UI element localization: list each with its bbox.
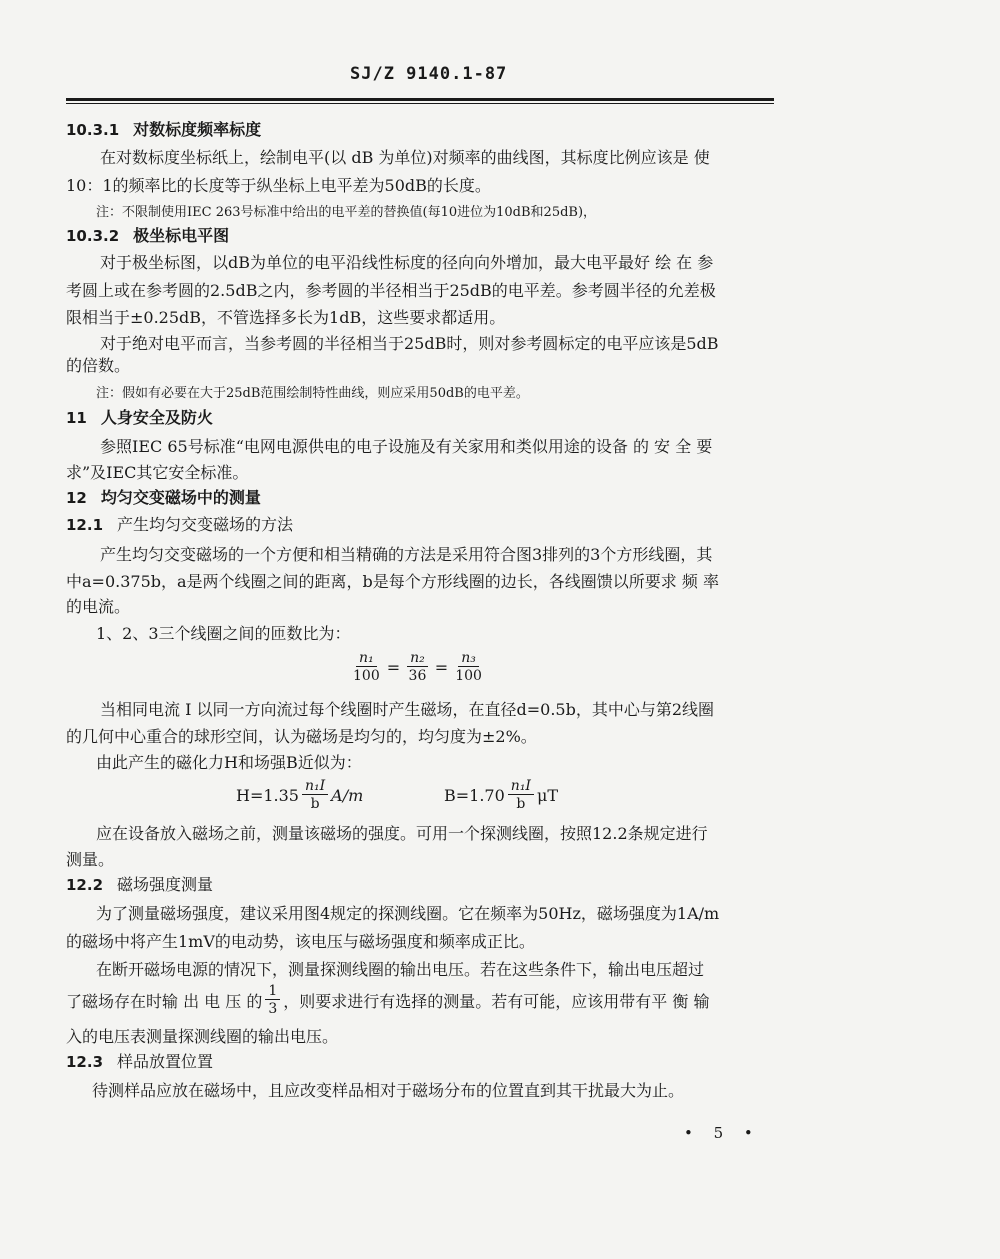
fraction: $\frac{\text{n₁}}{100}$ xyxy=(353,650,380,684)
section-11-heading xyxy=(66,408,213,428)
paragraph-line: 由此产生的磁化力H和场强B近似为： xyxy=(96,753,362,772)
paragraph-line: 入的电压表测量探测线圈的输出电压。 xyxy=(66,1027,339,1046)
turns-ratio-formula xyxy=(350,650,485,684)
section-number: 11 xyxy=(66,409,87,427)
paragraph-line: 考圆上或在参考圆的2.5dB之内，参考圆的半径相当于25dB的电平差。参考圆半径的允差极 xyxy=(66,281,716,300)
section-number: 12.1 xyxy=(66,516,104,534)
paragraph-line: 参照IEC 65号标准“电网电源供电的电子设施及有关家用和类似用途的设备 的 安 全 要 xyxy=(100,437,713,456)
section-number: 12.2 xyxy=(66,876,104,894)
paragraph-line: 1、2、3三个线圈之间的匝数比为： xyxy=(96,624,351,643)
fraction: $\frac{1}{3}$ xyxy=(265,983,280,1017)
paragraph-line: 在对数标度坐标纸上，绘制电平(以 dB 为单位)对频率的曲线图，其标度比例应该是 使 xyxy=(100,148,710,167)
section-12-heading xyxy=(66,488,261,508)
header-rule xyxy=(66,98,774,101)
page-number: • 5 • xyxy=(684,1124,761,1142)
paragraph-line: 为了测量磁场强度，建议采用图4规定的探测线圈。它在频率为50Hz，磁场强度为1A/m xyxy=(96,904,720,923)
paragraph-line: 的几何中心重合的球形空间，认为磁场是均匀的，均匀度为±2%。 xyxy=(66,727,537,746)
section-number: 12.3 xyxy=(66,1053,104,1071)
section-title: 对数标度频率标度 xyxy=(133,120,262,139)
section-number: 12 xyxy=(66,489,87,507)
paragraph-line: 求”及IEC其它安全标准。 xyxy=(66,463,249,482)
paragraph-line-with-fraction: 了磁场存在时输 出 电 压 的 $\frac{1}{3}$ ，则要求进行有选择的测量。若有可能，应该用带有平 衡 输 xyxy=(66,983,710,1017)
note-line: 注：假如有必要在大于25dB范围绘制特性曲线，则应采用50dB的电平差。 xyxy=(96,386,529,401)
paragraph-line: 的磁场中将产生1mV的电动势，该电压与磁场强度和频率成正比。 xyxy=(66,932,535,951)
fraction: $\frac{\text{n₂}}{36}$ xyxy=(408,650,427,684)
paragraph-line: 产生均匀交变磁场的一个方便和相当精确的方法是采用符合图3排列的3个方形线圈，其 xyxy=(100,545,713,564)
section-title: 磁场强度测量 xyxy=(117,875,214,894)
section-title: 极坐标电平图 xyxy=(133,226,230,245)
paragraph-line: 的电流。 xyxy=(66,597,131,616)
section-number: 10.3.1 xyxy=(66,121,120,139)
section-number: 10.3.2 xyxy=(66,227,120,245)
section-12-2-heading xyxy=(66,875,213,895)
paragraph-line: 限相当于±0.25dB，不管选择多长为1dB，这些要求都适用。 xyxy=(66,308,506,327)
paragraph-line: 对于极坐标图，以dB为单位的电平沿线性标度的径向向外增加，最大电平最好 绘 在 参 xyxy=(100,253,714,272)
equals-sign: = xyxy=(386,657,401,677)
section-12-1-heading xyxy=(66,515,293,535)
paragraph-line: 10：1的频率比的长度等于纵坐标上电平差为50dB的长度。 xyxy=(66,176,491,195)
section-10-3-2-heading xyxy=(66,226,229,246)
fraction: $\frac{\text{n₃}}{100}$ xyxy=(455,650,482,684)
equals-sign: = xyxy=(434,657,449,677)
section-title: 样品放置位置 xyxy=(117,1052,214,1071)
paragraph-line: 的倍数。 xyxy=(66,356,131,375)
paragraph-line: 待测样品应放在磁场中，且应改变样品相对于磁场分布的位置直到其干扰最大为止。 xyxy=(92,1081,685,1100)
paragraph-line: 当相同电流 I 以同一方向流过每个线圈时产生磁场，在直径d=0.5b，其中心与第2线圈 xyxy=(100,700,715,719)
formula-h: H=1.35 $\frac{\text{n₁I}}{b}$ A/m xyxy=(236,778,364,812)
fraction: $\frac{\text{n₁I}}{b}$ xyxy=(302,778,328,812)
section-title: 人身安全及防火 xyxy=(100,408,213,427)
formula-b: B=1.70 $\frac{\text{n₁I}}{b}$ μT xyxy=(444,778,559,812)
section-10-3-1-heading xyxy=(66,120,261,140)
paragraph-line: 在断开磁场电源的情况下，测量探测线圈的输出电压。若在这些条件下，输出电压超过 xyxy=(96,960,705,979)
paragraph-line: 测量。 xyxy=(66,850,115,869)
note-line: 注：不限制使用IEC 263号标准中给出的电平差的替换值(每10进位为10dB和25dB)， xyxy=(96,205,597,220)
section-12-3-heading xyxy=(66,1052,213,1072)
fraction: $\frac{\text{n₁I}}{b}$ xyxy=(508,778,534,812)
section-title: 均匀交变磁场中的测量 xyxy=(100,488,261,507)
paragraph-line: 应在设备放入磁场之前，测量该磁场的强度。可用一个探测线圈，按照12.2条规定进行 xyxy=(96,824,708,843)
header-rule-thin xyxy=(66,103,774,104)
section-title: 产生均匀交变磁场的方法 xyxy=(117,515,294,534)
standard-code: SJ/Z 9140.1-87 xyxy=(350,64,508,84)
paragraph-line: 对于绝对电平而言，当参考圆的半径相当于25dB时，则对参考圆标定的电平应该是5dB xyxy=(100,334,719,353)
paragraph-line: 中a=0.375b，a是两个线圈之间的距离，b是每个方形线圈的边长，各线圈馈以所要求 频 率 xyxy=(66,572,719,591)
